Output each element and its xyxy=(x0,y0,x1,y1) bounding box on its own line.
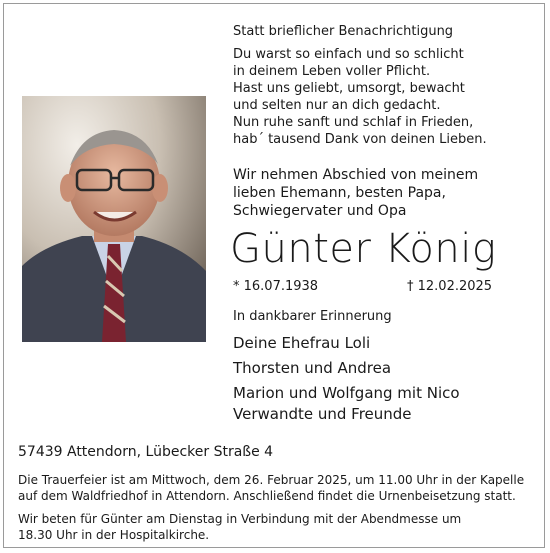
family-address: 57439 Attendorn, Lübecker Straße 4 xyxy=(18,444,274,460)
poem-line: in deinem Leben voller Pflicht. xyxy=(233,64,431,79)
survivors-list xyxy=(233,331,460,406)
poem xyxy=(233,46,487,148)
survivor-line-relatives: Verwandte und Freunde xyxy=(233,405,412,423)
intro-line: Wir nehmen Abschied von meinem xyxy=(233,167,479,183)
mass-line: 18.30 Uhr in der Hospitalkirche. xyxy=(18,528,210,542)
poem-line: und selten nur an dich gedacht. xyxy=(233,98,441,113)
deceased-name: Günter König xyxy=(230,226,497,272)
survivor-line: Deine Ehefrau Loli xyxy=(233,334,371,352)
ceremony-line: Die Trauerfeier ist am Mittwoch, dem 26. Februar 2025, um 11.00 Uhr in der Kapelle xyxy=(18,473,525,487)
portrait-illustration xyxy=(22,96,206,342)
poem-line: Du warst so einfach und so schlicht xyxy=(233,47,464,62)
mass-line: Wir beten für Günter am Dienstag in Verbindung mit der Abendmesse um xyxy=(18,512,462,526)
birth-date: * 16.07.1938 xyxy=(233,279,319,294)
poem-line: Hast uns geliebt, umsorgt, bewacht xyxy=(233,81,465,96)
ceremony-line: auf dem Waldfriedhof in Attendorn. Anschließend findet die Urnenbeisetzung statt. xyxy=(18,489,516,503)
death-date: † 12.02.2025 xyxy=(407,279,493,294)
survivor-line: Thorsten und Andrea xyxy=(233,359,392,377)
memory-line: In dankbarer Erinnerung xyxy=(233,309,392,324)
ceremony-info xyxy=(18,472,524,543)
poem-line: hab´ tausend Dank von deinen Lieben. xyxy=(233,132,487,147)
notice-heading: Statt brieflicher Benachrichtigung xyxy=(233,24,454,39)
farewell-intro xyxy=(233,166,478,220)
intro-line: lieben Ehemann, besten Papa, xyxy=(233,185,446,201)
survivor-line: Marion und Wolfgang mit Nico xyxy=(233,384,460,402)
intro-line: Schwiegervater und Opa xyxy=(233,203,407,219)
portrait-photo xyxy=(22,96,206,342)
poem-line: Nun ruhe sanft und schlaf in Frieden, xyxy=(233,115,474,130)
